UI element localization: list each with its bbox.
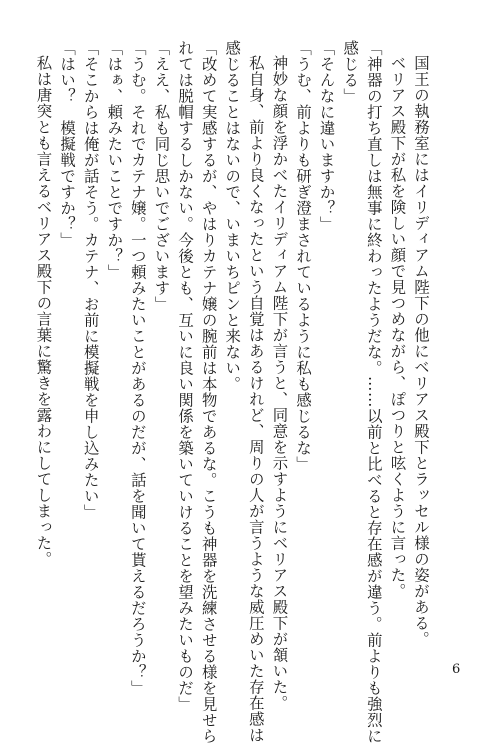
text-line: 私は唐突とも言えるベリアス殿下の言葉に驚きを露わにしてしまった。 — [34, 55, 53, 568]
text-line: 「そこからは俺が話そう。カテナ、お前に模擬戦を申し込みたい」 — [81, 40, 100, 520]
text-line: 国王の執務室にはイリディアム陛下の他にベリアス殿下とラッセル様の姿がある。 — [412, 55, 430, 648]
text-line: 「はぁ、頼みたいことですか？」 — [105, 40, 124, 280]
text-line: 「そんなに違いますか？」 — [317, 40, 336, 232]
text-line: 神妙な顔を浮かべたイリディアム陛下が言うと、同意を示すようにベリアス殿下が頷いた。 — [270, 55, 289, 712]
page-number: 6 — [452, 662, 461, 677]
text-line: 「うむ。それでカテナ嬢。一つ頼みたいことがあるのだが、話を聞いて貰えるだろうか？」 — [128, 40, 147, 696]
text-line: 「ええ、私も同じ思いでございます」 — [152, 40, 171, 312]
text-line: 「うむ、前よりも研ぎ澄まされているように私も感じるな」 — [294, 40, 313, 472]
text-line: 感じることはないので、いまいちピンと来ない。 — [223, 40, 242, 392]
text-line: れては脱帽するしかない。今後とも、互いに良い関係を築いていけることを望みたいものだ」 — [176, 40, 195, 712]
text-line: 「はい？ 模擬戦ですか？」 — [58, 40, 77, 248]
text-line: 私自身、前より良くなったという自覚はあるけれど、周りの人が言うような威圧めいた存在感は — [246, 55, 265, 744]
vertical-body-text — [34, 40, 432, 744]
text-line: ベリアス殿下が私を険しい顔で見つめながら、ぽつりと呟くように言った。 — [388, 55, 407, 600]
text-line: 感じる」 — [341, 40, 360, 104]
text-line: 「改めて実感するが、やはりカテナ嬢の腕前は本物であるな。こうも神器を洗練させる様を見せら — [199, 40, 218, 744]
text-line: 「神器の打ち直しは無事に終わったようだな。……以前と比べると存在感が違う。前よりも強烈に — [364, 40, 383, 744]
